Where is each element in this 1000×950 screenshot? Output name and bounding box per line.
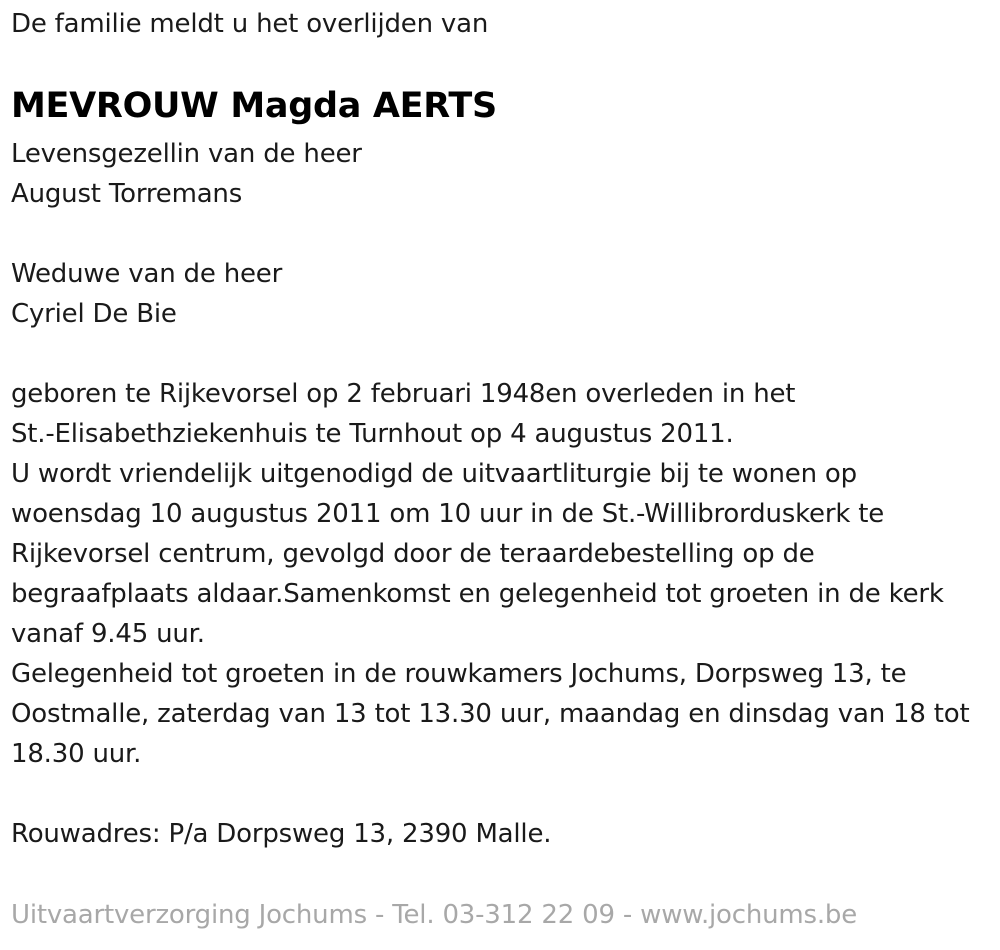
funeral-home-footer: Uitvaartverzorging Jochums - Tel. 03-312 22 09 - www.jochums.be	[11, 900, 858, 930]
late-husband-name: Cyriel De Bie	[11, 299, 177, 329]
body-line: vanaf 9.45 uur.	[11, 619, 205, 649]
body-line: geboren te Rijkevorsel op 2 februari 1948en overleden in het	[11, 379, 796, 409]
partner-name: August Torremans	[11, 179, 243, 209]
deceased-name: MEVROUW Magda AERTS	[11, 86, 497, 126]
body-line: Gelegenheid tot groeten in de rouwkamers Jochums, Dorpsweg 13, te	[11, 659, 907, 689]
body-line: St.-Elisabethziekenhuis te Turnhout op 4 augustus 2011.	[11, 419, 734, 449]
body-line: Oostmalle, zaterdag van 13 tot 13.30 uur, maandag en dinsdag van 18 tot	[11, 699, 970, 729]
widow-relation: Weduwe van de heer	[11, 259, 283, 289]
mourning-address: Rouwadres: P/a Dorpsweg 13, 2390 Malle.	[11, 819, 552, 849]
body-line: Rijkevorsel centrum, gevolgd door de teraardebestelling op de	[11, 539, 815, 569]
widow-block	[11, 254, 282, 334]
funeral-details	[11, 374, 969, 774]
partner-relation: Levensgezellin van de heer	[11, 139, 362, 169]
body-line: 18.30 uur.	[11, 739, 142, 769]
partner-block	[11, 134, 362, 214]
body-line: U wordt vriendelijk uitgenodigd de uitvaartliturgie bij te wonen op	[11, 459, 857, 489]
body-line: begraafplaats aldaar.Samenkomst en gelegenheid tot groeten in de kerk	[11, 579, 944, 609]
body-line: woensdag 10 augustus 2011 om 10 uur in de St.-Willibrorduskerk te	[11, 499, 885, 529]
intro-text: De familie meldt u het overlijden van	[11, 9, 489, 39]
